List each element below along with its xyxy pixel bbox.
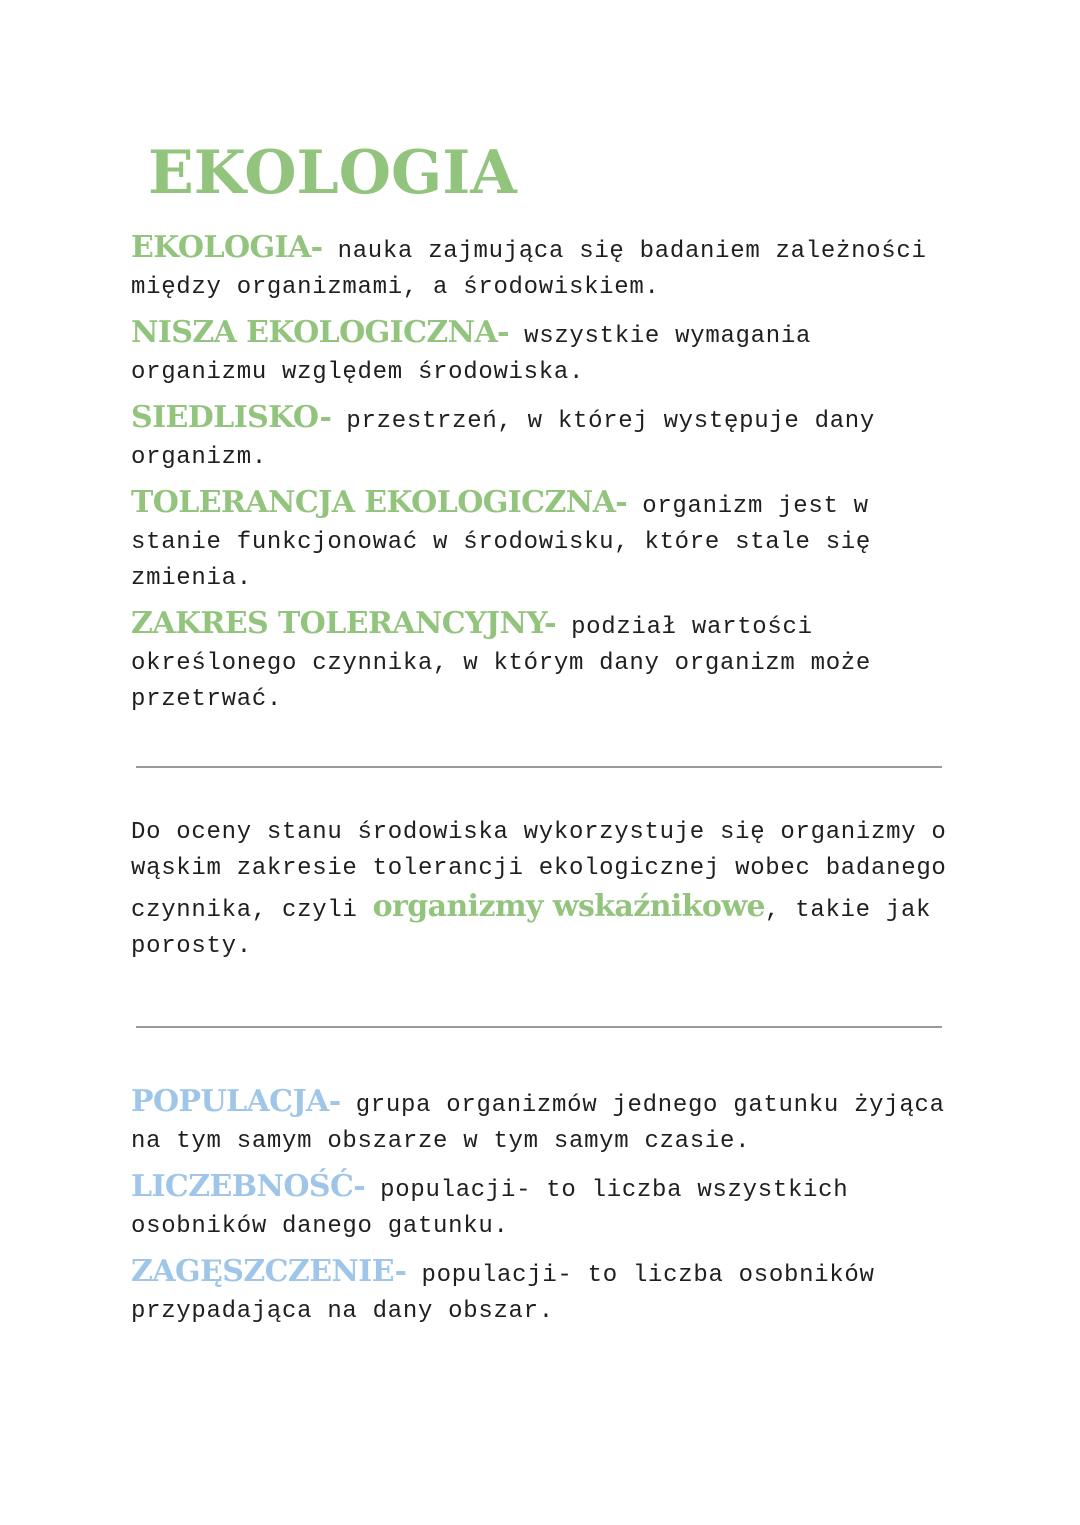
indicator-text <box>131 815 951 965</box>
definition-text: populacji- to liczba wszystkich osobników danego gatunku. <box>131 1177 849 1240</box>
definition-zageszczenie <box>131 1252 951 1330</box>
definition-text: podział wartości określonego czynnika, w którym dany organizm może przetrwać. <box>131 614 872 713</box>
indicator-text-before: Do oceny stanu środowiska wykorzystuje się organizmy o wąskim zakresie tolerancji ekologicznej wobec badanego czynnika, czyli <box>131 819 947 924</box>
definition-text: populacji- to liczba osobników przypadająca na dany obszar. <box>131 1262 875 1325</box>
definition-term: LICZEBNOŚĆ- <box>131 1169 366 1204</box>
definition-tolerancja-ekologiczna <box>131 483 951 597</box>
definition-nisza-ekologiczna <box>131 313 951 391</box>
definition-term: TOLERANCJA EKOLOGICZNA- <box>131 485 628 520</box>
definition-text: wszystkie wymagania organizmu względem środowiska. <box>131 323 812 386</box>
definition-term: NISZA EKOLOGICZNA- <box>131 315 510 350</box>
definition-text: organizm jest w stanie funkcjonować w środowisku, które stale się zmienia. <box>131 493 872 592</box>
definition-term: SIEDLISKO- <box>131 400 332 435</box>
section-divider <box>136 766 942 768</box>
section-divider <box>136 1026 942 1028</box>
definition-text: przestrzeń, w której występuje dany organizm. <box>131 408 876 471</box>
indicator-highlight: organizmy wskaźnikowe <box>372 889 766 924</box>
definition-text: nauka zajmująca się badaniem zależności między organizmami, a środowiskiem. <box>131 238 927 301</box>
definition-ekologia <box>131 228 951 306</box>
indicator-organisms-paragraph <box>131 815 951 972</box>
definition-liczebnosc <box>131 1167 951 1245</box>
definition-term: EKOLOGIA- <box>131 230 323 265</box>
indicator-text-after: , takie jak porosty. <box>131 897 932 960</box>
definition-term: POPULACJA- <box>131 1084 341 1119</box>
definition-populacja <box>131 1082 951 1160</box>
definition-siedlisko <box>131 398 951 476</box>
definition-text: grupa organizmów jednego gatunku żyjąca na tym samym obszarze w tym samym czasie. <box>131 1092 945 1155</box>
population-section <box>131 1082 951 1337</box>
definition-term: ZAKRES TOLERANCYJNY- <box>131 606 556 641</box>
definitions-section <box>131 228 951 725</box>
definition-term: ZAGĘSZCZENIE- <box>131 1254 407 1289</box>
page-title: EKOLOGIA <box>148 138 517 208</box>
definition-zakres-tolerancyjny <box>131 604 951 718</box>
